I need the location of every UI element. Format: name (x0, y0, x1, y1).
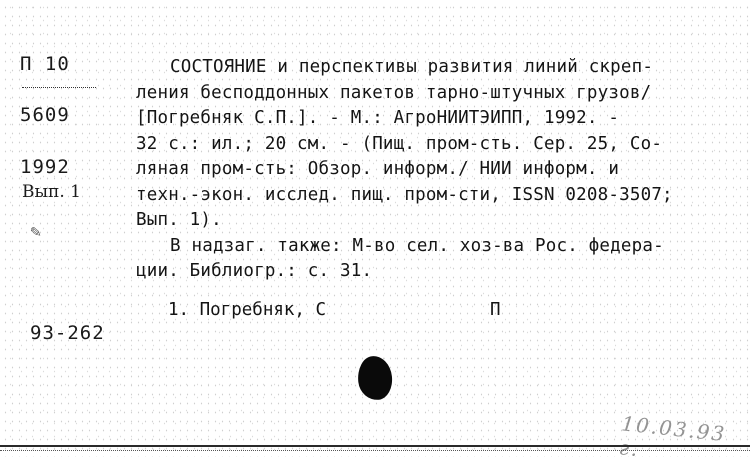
card-number: 5609 (20, 104, 70, 126)
entry-line: 32 с.: ил.; 20 см. - (Пищ. пром-сть. Сер. 25, Со- (136, 133, 663, 154)
entry-line: [Погребняк С.П.]. - М.: АгроНИИТЭИПП, 1992. - (136, 108, 620, 128)
bottom-dotted-rule (0, 450, 750, 451)
shelf-mark: П 10 (20, 53, 70, 75)
entry-note-line: В надзаг. также: М-во сел. хоз-ва Рос. федера- (170, 235, 664, 256)
handwritten-note: ✎ (29, 224, 43, 242)
card-year: 1992 (20, 156, 70, 178)
date-stamp: 10.03.93 г. (617, 411, 728, 462)
entry-line: техн.-экон. исслед. пищ. пром-сти, ISSN 0208-3507; (136, 184, 673, 205)
entry-line: Вып. 1). (136, 210, 222, 230)
bottom-rule (0, 445, 750, 447)
record-number: 93-262 (30, 322, 105, 344)
shelf-mark-underline (22, 87, 96, 88)
card-issue: Вып. 1 (22, 182, 81, 202)
tracing-title: П (490, 300, 501, 320)
entry-line: СОСТОЯНИЕ и перспективы развития линий скреп- (170, 57, 654, 77)
punch-hole (356, 354, 394, 401)
entry-line: ления бесподдонных пакетов тарно-штучных грузов/ (136, 82, 652, 103)
entry-line: ляная пром-сть: Обзор. информ./ НИИ информ. и (136, 159, 620, 179)
entry-note-line: ции. Библиогр.: с. 31. (136, 261, 373, 281)
bibliographic-entry (136, 55, 736, 285)
tracing-author: 1. Погребняк, С (168, 300, 327, 320)
